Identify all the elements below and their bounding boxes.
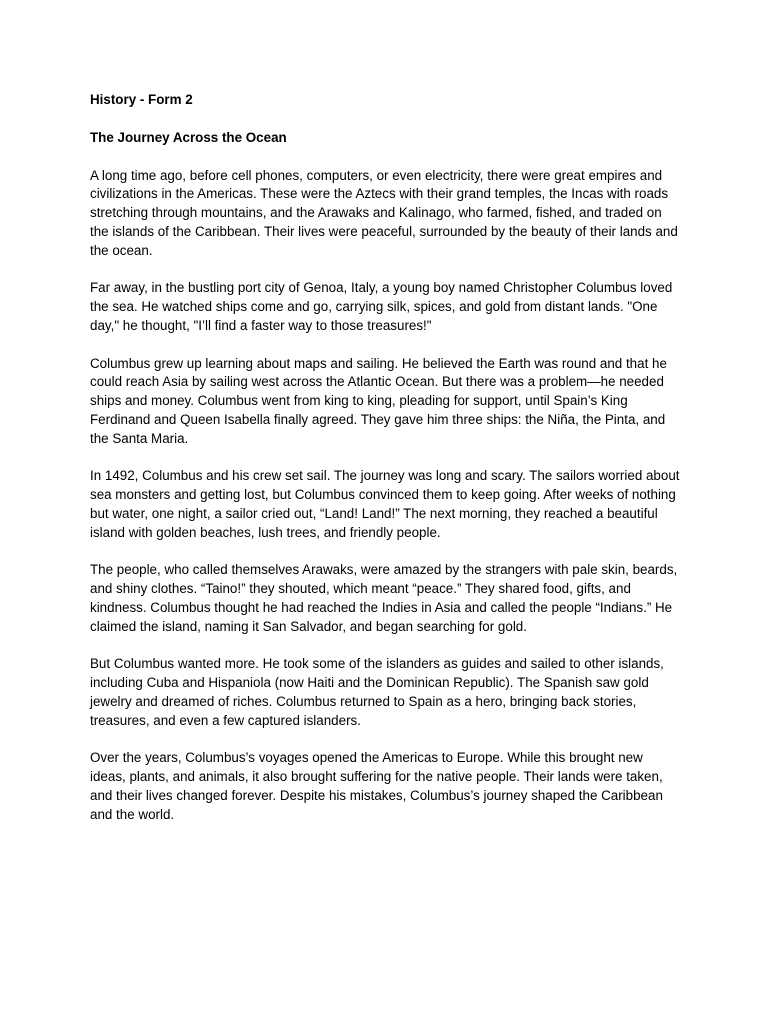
paragraph-4: In 1492, Columbus and his crew set sail. The journey was long and scary. The sailors worried about sea monsters and getting lost, but Columbus convinced them to keep going. After weeks of nothing but water, one night, a sailor cried out, “Land! Land!” The next morning, they reached a beautiful island with golden beaches, lush trees, and friendly people. (90, 468, 680, 540)
document-subject: History - Form 2 (90, 92, 193, 107)
paragraph-2: Far away, in the bustling port city of Genoa, Italy, a young boy named Christopher Columbus loved the sea. He watched ships come and go, carrying silk, spices, and gold from distant lands. "One day," he thought, "I’ll find a faster way to those treasures!" (90, 280, 673, 333)
paragraph-6: But Columbus wanted more. He took some of the islanders as guides and sailed to other islands, including Cuba and Hispaniola (now Haiti and the Dominican Republic). The Spanish saw gold jewelry and dreamed of riches. Columbus returned to Spain as a hero, bringing back stories, treasures, and even a few captured islanders. (90, 656, 664, 728)
paragraph-3: Columbus grew up learning about maps and sailing. He believed the Earth was round and that he could reach Asia by sailing west across the Atlantic Ocean. But there was a problem—he needed ships and money. Columbus went from king to king, pleading for support, until Spain’s King Ferdinand and Queen Isabella finally agreed. They gave him three ships: the Niña, the Pinta, and the Santa Maria. (90, 355, 667, 446)
paragraph-5: The people, who called themselves Arawaks, were amazed by the strangers with pale skin, beards, and shiny clothes. “Taino!” they shouted, which meant “peace.” They shared food, gifts, and kindness. Columbus thought he had reached the Indies in Asia and called the people “Indians.” He claimed the island, naming it San Salvador, and began searching for gold. (90, 562, 678, 634)
paragraph-1: A long time ago, before cell phones, computers, or even electricity, there were great empires and civilizations in the Americas. These were the Aztecs with their grand temples, the Incas with roads stretching through mountains, and the Arawaks and Kalinago, who farmed, fished, and traded on the islands of the Caribbean. Their lives were peaceful, surrounded by the beauty of their lands and the ocean. (90, 167, 678, 258)
document-title: The Journey Across the Ocean (90, 129, 287, 145)
paragraph-7: Over the years, Columbus’s voyages opened the Americas to Europe. While this brought new ideas, plants, and animals, it also brought suffering for the native people. Their lands were taken, and their lives changed forever. Despite his mistakes, Columbus’s journey shaped the Caribbean and the world. (90, 750, 663, 822)
